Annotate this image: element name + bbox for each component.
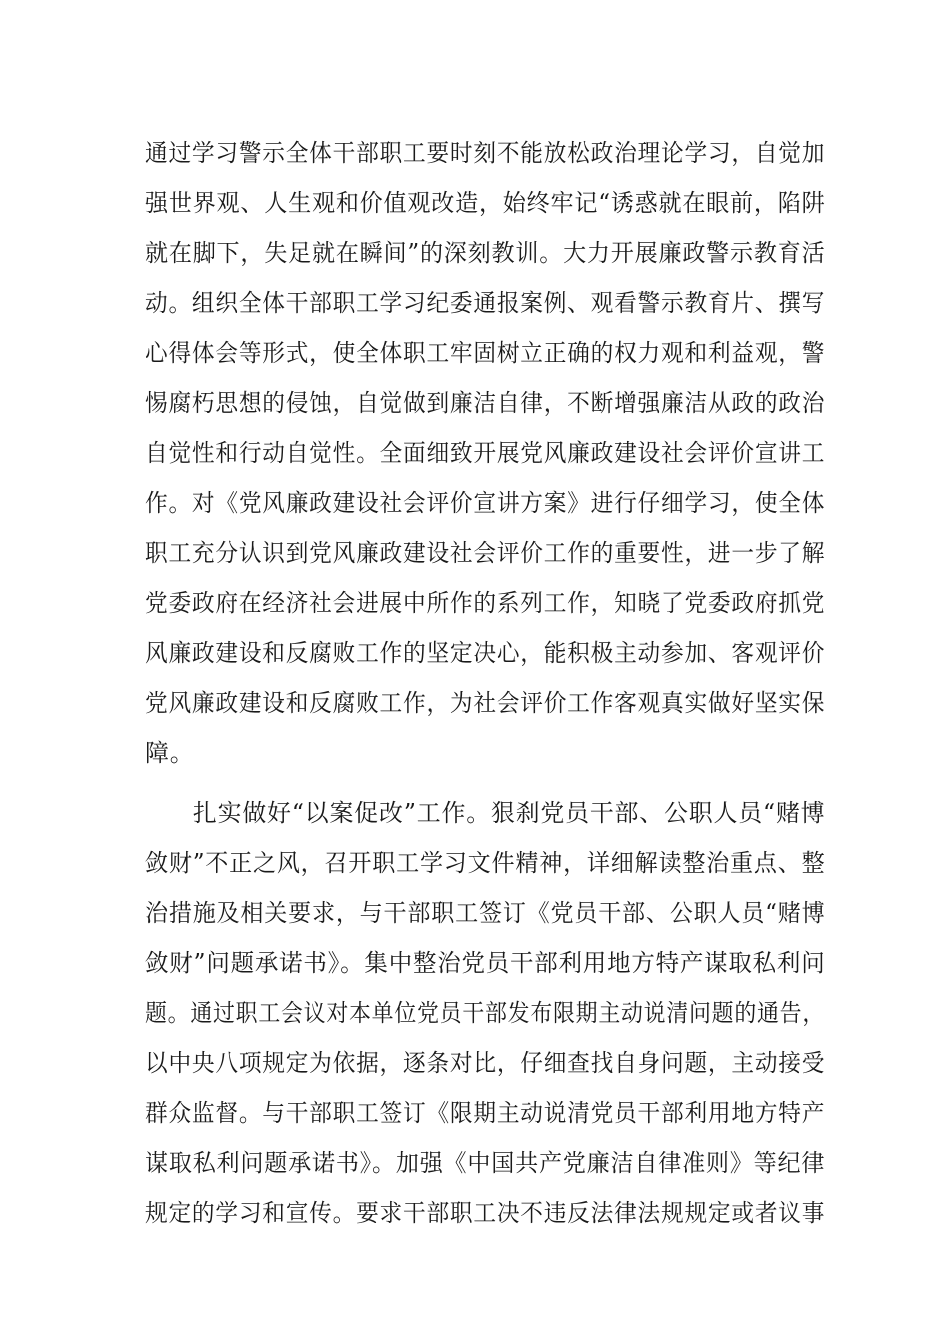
body-text	[145, 128, 825, 1238]
text-line: 动。组织全体干部职工学习纪委通报案例、观看警示教育片、撰写	[145, 289, 826, 317]
paragraph-2	[145, 788, 825, 1238]
text-line: 就在脚下，失足就在瞬间”的深刻教训。大力开展廉政警示教育活	[145, 239, 826, 267]
text-line: 治措施及相关要求，与干部职工签订《党员干部、公职人员“赌博	[145, 899, 826, 927]
text-line: 群众监督。与干部职工签订《限期主动说清党员干部利用地方特产	[145, 1099, 826, 1127]
text-line: 自觉性和行动自觉性。全面细致开展党风廉政建设社会评价宣讲工	[145, 439, 826, 467]
text-line: 心得体会等形式，使全体职工牢固树立正确的权力观和利益观，警	[145, 339, 826, 367]
text-line: 扎实做好“以案促改”工作。狠刹党员干部、公职人员“赌博	[192, 799, 826, 827]
text-line: 风廉政建设和反腐败工作的坚定决心，能积极主动参加、客观评价	[145, 639, 826, 667]
text-line: 敛财”问题承诺书》。集中整治党员干部利用地方特产谋取私利问	[145, 949, 826, 977]
text-line: 题。通过职工会议对本单位党员干部发布限期主动说清问题的通告，	[145, 999, 825, 1027]
text-line: 谋取私利问题承诺书》。加强《中国共产党廉洁自律准则》等纪律	[145, 1149, 826, 1177]
text-line: 障。	[145, 739, 195, 767]
text-line: 以中央八项规定为依据，逐条对比，仔细查找自身问题，主动接受	[145, 1049, 826, 1077]
text-line: 敛财”不正之风，召开职工学习文件精神，详细解读整治重点、整	[145, 849, 826, 877]
text-line: 作。对《党风廉政建设社会评价宣讲方案》进行仔细学习，使全体	[145, 489, 826, 517]
text-line: 惕腐朽思想的侵蚀，自觉做到廉洁自律，不断增强廉洁从政的政治	[145, 389, 826, 417]
paragraph-1	[145, 128, 825, 778]
text-line: 强世界观、人生观和价值观改造，始终牢记“诱惑就在眼前，陷阱	[145, 189, 826, 217]
text-line: 职工充分认识到党风廉政建设社会评价工作的重要性，进一步了解	[145, 539, 826, 567]
text-line: 党委政府在经济社会进展中所作的系列工作，知晓了党委政府抓党	[145, 589, 826, 617]
text-line: 通过学习警示全体干部职工要时刻不能放松政治理论学习，自觉加	[145, 139, 826, 167]
paragraph-spacer	[145, 778, 825, 788]
text-line: 党风廉政建设和反腐败工作，为社会评价工作客观真实做好坚实保	[145, 689, 826, 717]
text-line: 规定的学习和宣传。要求干部职工决不违反法律法规规定或者议事	[145, 1199, 826, 1227]
